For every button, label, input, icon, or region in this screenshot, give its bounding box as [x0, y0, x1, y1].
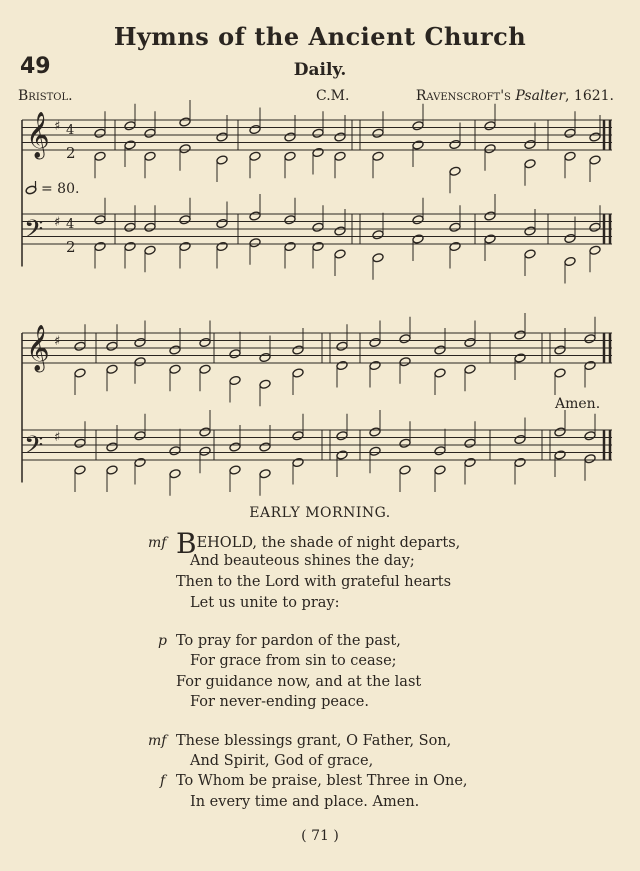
note-head [106, 442, 118, 452]
note-head [179, 144, 191, 154]
note-head [554, 368, 566, 378]
note-head [412, 140, 424, 150]
note-head [369, 337, 381, 347]
source-book: Psalter [515, 88, 566, 104]
note-head [124, 222, 136, 232]
verse-line: To pray for pardon of the past, [176, 633, 401, 649]
music-glyph: 2 [66, 238, 76, 256]
page-number: ( 71 ) [301, 828, 339, 844]
hymn-occasion: Daily. [293, 60, 347, 80]
dynamic-marking: mf [148, 733, 167, 749]
music-glyph: 𝄞 [26, 112, 50, 158]
note-head [216, 241, 228, 251]
music-glyph: 𝄢 [24, 215, 44, 250]
verse-line: Then to the Lord with grateful hearts [176, 574, 452, 590]
tempo-marking [25, 181, 79, 197]
verse-line: To Whom be praise, blest Three in One, [176, 773, 468, 789]
note-head [564, 128, 576, 138]
note-head [464, 457, 476, 467]
note-head [514, 330, 526, 340]
note-head [584, 454, 596, 464]
verse-line: For guidance now, and at the last [176, 674, 422, 690]
note-head [94, 128, 106, 138]
note-head [74, 438, 86, 448]
note-head [199, 446, 211, 456]
note-head [249, 238, 261, 248]
note-head [94, 151, 106, 161]
note-head [464, 337, 476, 347]
note-head [449, 166, 461, 176]
music-glyph: ♯ [54, 334, 61, 349]
note-head [514, 457, 526, 467]
note-head [74, 341, 86, 351]
source-year: , 1621. [565, 88, 614, 104]
note-head [554, 427, 566, 437]
note-head [229, 375, 241, 385]
note-head [144, 245, 156, 255]
note-head [249, 151, 261, 161]
note-head [334, 132, 346, 142]
note-head [334, 151, 346, 161]
note-head [564, 151, 576, 161]
note-head [94, 241, 106, 251]
note-head [564, 256, 576, 266]
verse-line: And beauteous shines the day; [190, 553, 415, 569]
note-head [399, 465, 411, 475]
note-head [589, 245, 601, 255]
amen-label: Amen. [555, 396, 601, 412]
note-head [284, 132, 296, 142]
note-head [524, 226, 536, 236]
note-head [369, 427, 381, 437]
note-head [259, 352, 271, 362]
note-head [564, 233, 576, 243]
drop-cap: B [176, 527, 197, 560]
note-head [199, 337, 211, 347]
note-head [249, 211, 261, 221]
note-head [284, 241, 296, 251]
verse-line: For never-ending peace. [190, 694, 369, 710]
music-glyph: ♯ [54, 430, 61, 445]
note-head [484, 211, 496, 221]
note-head [169, 446, 181, 456]
note-head [179, 241, 191, 251]
note-head [524, 249, 536, 259]
note-head [336, 360, 348, 370]
tune-name: Bristol. [18, 88, 73, 104]
music-glyph: 2 [66, 144, 76, 162]
note-head [434, 446, 446, 456]
note-head [372, 253, 384, 263]
note-head [312, 241, 324, 251]
note-head [434, 368, 446, 378]
note-head [292, 431, 304, 441]
note-head [584, 360, 596, 370]
note-head [336, 341, 348, 351]
note-head [124, 241, 136, 251]
hymn-number: 49 [20, 54, 51, 79]
note-head [334, 249, 346, 259]
note-head [434, 345, 446, 355]
note-head [229, 442, 241, 452]
note-head [399, 438, 411, 448]
tempo-value: = 80. [41, 181, 80, 197]
note-head [179, 215, 191, 225]
note-head [284, 215, 296, 225]
note-head [74, 368, 86, 378]
note-head [589, 222, 601, 232]
note-head [144, 128, 156, 138]
note-head [524, 139, 536, 149]
note-head [229, 349, 241, 359]
dynamic-marking: f [160, 773, 166, 789]
note-head [134, 337, 146, 347]
note-head [216, 155, 228, 165]
note-head [169, 364, 181, 374]
note-head [589, 155, 601, 165]
verse-line: Let us unite to pray: [190, 595, 340, 611]
note-head [312, 128, 324, 138]
note-head [249, 124, 261, 134]
note-head [464, 438, 476, 448]
note-head [554, 345, 566, 355]
note-head [292, 457, 304, 467]
composer: Ravenscroft's [415, 88, 511, 104]
note-head [134, 457, 146, 467]
note-head [412, 215, 424, 225]
note-head [554, 450, 566, 460]
notes [24, 100, 601, 496]
note-head [229, 465, 241, 475]
note-head [514, 434, 526, 444]
note-head [292, 368, 304, 378]
note-head [169, 345, 181, 355]
note-head [259, 469, 271, 479]
note-head [259, 442, 271, 452]
note-head [336, 450, 348, 460]
note-head [199, 364, 211, 374]
note-head [199, 427, 211, 437]
note-head [284, 151, 296, 161]
note-head [94, 215, 106, 225]
music-glyph: 𝄢 [24, 431, 44, 466]
note-head [484, 121, 496, 131]
half-note-icon [25, 181, 41, 195]
note-head [134, 431, 146, 441]
note-head [312, 147, 324, 157]
music-glyph: ♯ [54, 119, 61, 134]
note-head [372, 128, 384, 138]
verse-line-text: EHOLD, the shade of night departs, [196, 535, 461, 551]
note-head [369, 446, 381, 456]
note-head [434, 465, 446, 475]
note-head [584, 334, 596, 344]
note-head [169, 469, 181, 479]
note-head [372, 151, 384, 161]
note-head [524, 159, 536, 169]
verse-line [176, 527, 461, 560]
verse-line: And Spirit, God of grace, [190, 753, 374, 769]
note-head [399, 357, 411, 367]
poem-title: EARLY MORNING. [249, 505, 391, 521]
note-head [259, 379, 271, 389]
note-head [216, 132, 228, 142]
note-head [449, 241, 461, 251]
note-head [334, 226, 346, 236]
note-head [484, 144, 496, 154]
note-head [144, 222, 156, 232]
note-head [216, 218, 228, 228]
verse-line: In every time and place. Amen. [190, 794, 420, 810]
note-head [336, 431, 348, 441]
staff-lines [22, 120, 612, 483]
dynamic-marking: p [158, 633, 167, 649]
note-head [584, 431, 596, 441]
note-head [292, 345, 304, 355]
music-glyph: 𝄞 [26, 325, 50, 371]
note-head [464, 364, 476, 374]
music-glyph: 4 [66, 123, 75, 138]
note-head [179, 117, 191, 127]
note-head [312, 222, 324, 232]
note-head [484, 234, 496, 244]
note-head [106, 465, 118, 475]
note-head [372, 230, 384, 240]
note-head [74, 465, 86, 475]
note-head [449, 139, 461, 149]
note-head [369, 360, 381, 370]
meter: C.M. [316, 88, 350, 104]
note-head [412, 234, 424, 244]
note-head [589, 132, 601, 142]
note-head [134, 357, 146, 367]
note-head [399, 334, 411, 344]
note-head [106, 364, 118, 374]
note-head [412, 121, 424, 131]
dynamic-marking: mf [148, 535, 167, 551]
note-head [144, 151, 156, 161]
note-head [124, 140, 136, 150]
note-head [106, 341, 118, 351]
note-head [514, 353, 526, 363]
music-glyph: 4 [66, 217, 75, 232]
verse-line: For grace from sin to cease; [190, 653, 397, 669]
note-head [124, 121, 136, 131]
running-header-title: Hymns of the Ancient Church [113, 22, 527, 51]
note-head [449, 222, 461, 232]
verse-line: These blessings grant, O Father, Son, [176, 733, 452, 749]
music-glyph: ♯ [54, 215, 61, 230]
